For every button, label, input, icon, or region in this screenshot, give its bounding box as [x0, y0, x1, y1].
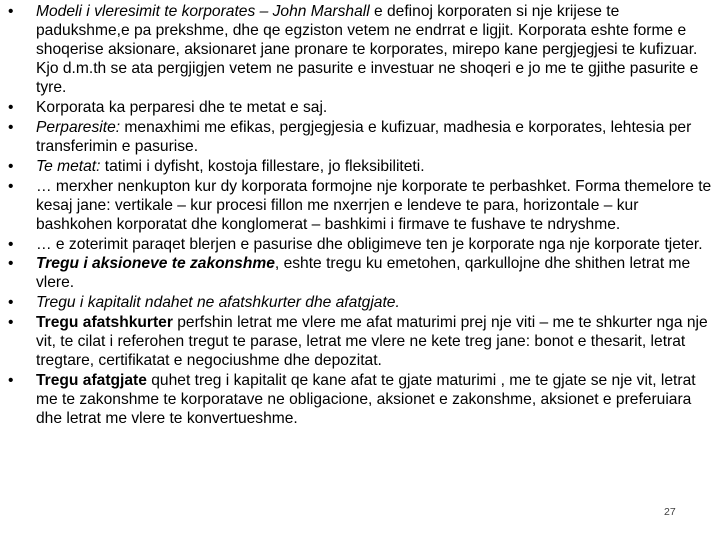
bullet-icon: •: [8, 235, 14, 253]
page-number: 27: [664, 506, 676, 518]
bullet-text: perfshin letrat me vlere me afat maturimi prej nje viti – me te shkurter nga nje vit, te cilat i referohen tregut te parase, letrat me vlere ne kete treg jane: bonot e thesarit, letrat tregtare, certifikatat e negociushme dhe depozitat.: [36, 314, 708, 370]
bullet-icon: •: [8, 177, 14, 195]
bullet-text: quhet treg i kapitalit qe kane afat te gjate maturimi , me te gjate se nje vit, letrat me te zakonshme te korporatave ne obligacione, aksionet e zakonshme, aksionet e preferuiara dhe letrat me vlere te konvertueshme.: [36, 371, 696, 428]
bullet-item-drawbacks: [8, 157, 716, 176]
bullet-lead: Tregu i kapitalit ndahet ne afatshkurter dhe afatgjate.: [36, 294, 400, 312]
bullet-item-capital-market: [8, 293, 716, 312]
bullet-text: menaxhimi me efikas, pergjegjesia e kufizuar, madhesia e korporates, lehtesia per transferimin e pasurise.: [36, 118, 692, 156]
bullet-item-acquisition: [8, 235, 716, 254]
bullet-icon: •: [8, 3, 14, 20]
bullet-icon: •: [8, 99, 14, 117]
bullet-lead: Perparesite:: [36, 118, 121, 136]
bullet-text: e definoj korporaten si nje krijese te padukshme,e pa prekshme, dhe qe egziston vetem ne endrrat e ligjit. Korporata eshte forme e shoqerise aksionare, aksionaret jane pronare te korporates, mirepo kane pergjegjesi te kufizuar. Kjo d.m.th se ata pergjigjen vetem ne pasurite e investuar ne shoqeri e jo me te gjithe pasurite e tyre.: [36, 3, 699, 97]
bullet-lead: Tregu afatgjate: [36, 371, 147, 389]
bullet-text: Korporata ka perparesi dhe te metat e saj.: [36, 99, 328, 117]
bullet-icon: •: [8, 314, 14, 331]
bullet-icon: •: [8, 118, 14, 136]
bullet-item-long-term-market: [8, 371, 716, 428]
bullet-item-advantages: [8, 118, 716, 156]
bullet-item-marshall-model: [8, 2, 716, 97]
bullet-icon: •: [8, 157, 14, 175]
bullet-lead: Te metat:: [36, 157, 101, 175]
bullet-lead: Tregu i aksioneve te zakonshme: [36, 255, 275, 273]
bullet-icon: •: [8, 294, 14, 312]
bullet-text: tatimi i dyfisht, kostoja fillestare, jo fleksibiliteti.: [100, 157, 425, 175]
bullet-text: , eshte tregu ku emetohen, qarkullojne dhe shithen letrat me vlere.: [36, 255, 691, 292]
bullet-icon: •: [8, 255, 14, 273]
bullet-item-merger: [8, 177, 716, 234]
bullet-item-advantages-drawbacks: [8, 98, 716, 117]
bullet-list: [8, 2, 716, 429]
bullet-item-common-stock-market: [8, 254, 716, 292]
bullet-lead: Tregu afatshkurter: [36, 314, 173, 331]
bullet-lead: Modeli i vleresimit te korporates – John Marshall: [36, 3, 370, 20]
bullet-text: … merxher nenkupton kur dy korporata formojne nje korporate te perbashket. Forma themelore te kesaj jane: vertikale – kur procesi fillon me nxerrjen e lendeve te para, horizontale – kur bashkohen korporatat dhe konglomerat – bashkimi i firmave te fushave te ndryshme.: [36, 177, 712, 233]
bullet-icon: •: [8, 371, 14, 389]
bullet-text: … e zoterimit paraqet blerjen e pasurise dhe obligimeve ten je korporate nga nje korporate tjeter.: [36, 235, 703, 253]
bullet-item-short-term-market: [8, 313, 716, 370]
